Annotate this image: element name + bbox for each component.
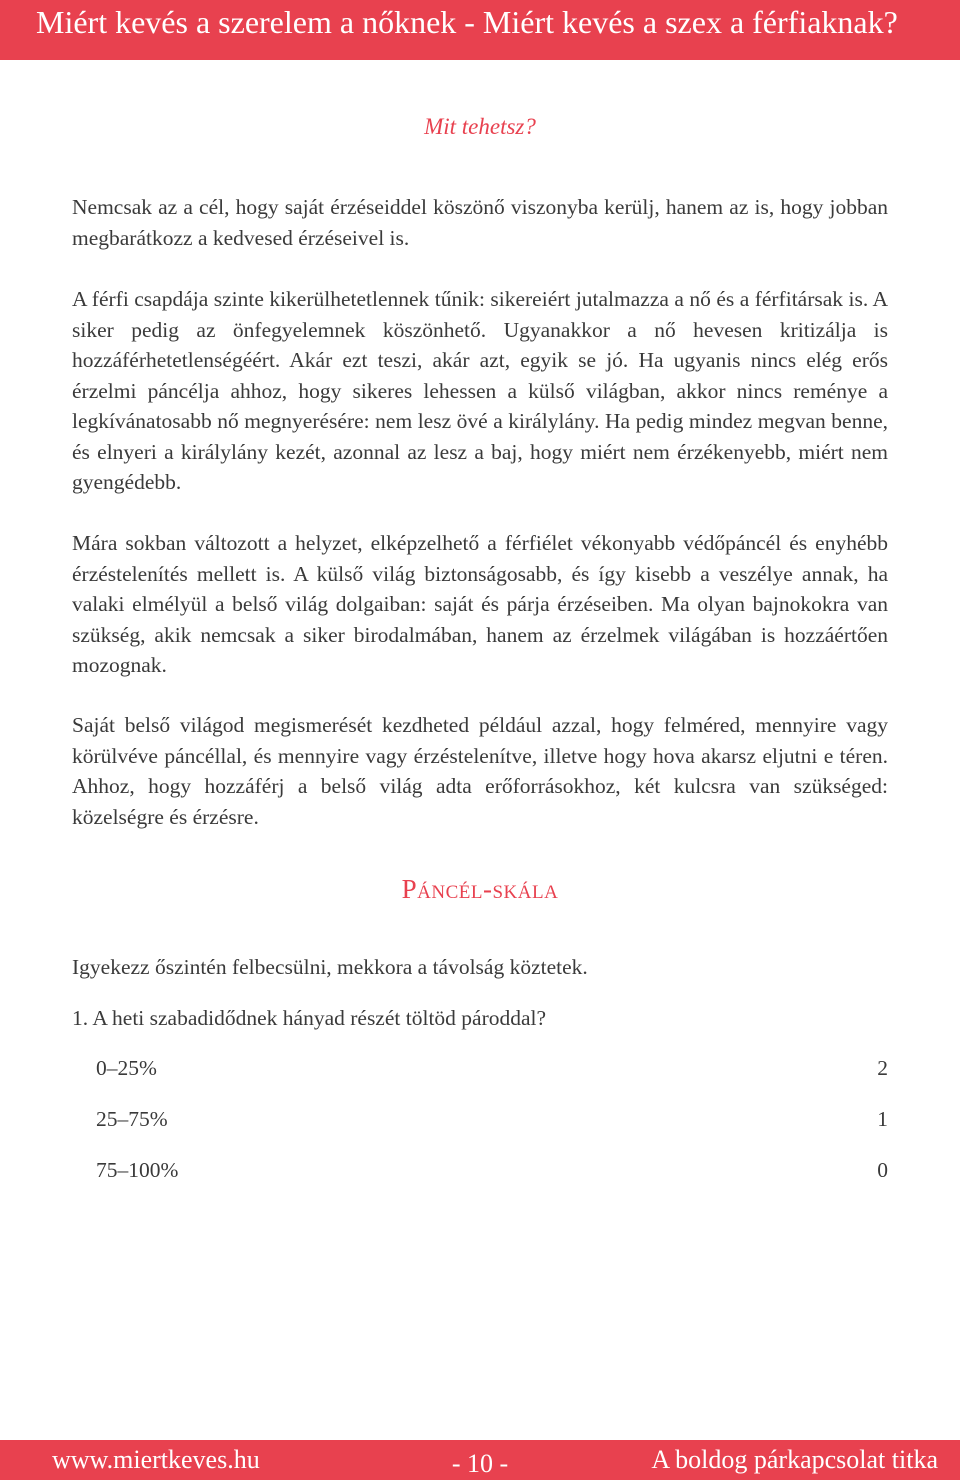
option-score: 0: [877, 1158, 888, 1182]
option-score: 1: [877, 1107, 888, 1131]
header-title: Miért kevés a szerelem a nőknek - Miért kevés a szex a férfiaknak?: [36, 4, 898, 40]
paragraph-3: Mára sokban változott a helyzet, elképzelhető a férfiélet vékonyabb védőpáncél és enyhébb érzéstelenítés mellett is. A külső világ biztonságosabb, és így kisebb a veszélye annak, ha valaki elmélyül a belső világ dolgaiban: saját és párja érzéseiben. Ma olyan bajnokokra van szükség, akik nemcsak a siker birodalmában, hanem az érzelmek világában is hozzáértően mozognak.: [72, 531, 888, 677]
page-number: - 10 -: [451, 1449, 509, 1478]
page-header: [0, 0, 960, 60]
option-label: 0–25%: [96, 1056, 157, 1080]
paragraph-1: Nemcsak az a cél, hogy saját érzéseiddel köszönő viszonyba kerülj, hanem az is, hogy jobban megbarátkozz a kedvesed érzéseivel is.: [72, 195, 888, 250]
option-label: 25–75%: [96, 1107, 168, 1131]
instruction-text: Igyekezz őszintén felbecsülni, mekkora a távolság köztetek.: [72, 955, 588, 979]
footer-book-title: A boldog párkapcsolat titka: [651, 1445, 938, 1474]
option-score: 2: [877, 1056, 888, 1080]
subheading: Mit tehetsz?: [424, 114, 536, 139]
footer-website-link[interactable]: www.miertkeves.hu: [52, 1445, 260, 1474]
section-title: Páncél-skála: [401, 874, 559, 904]
option-label: 75–100%: [96, 1158, 179, 1182]
question-1: 1. A heti szabadidődnek hányad részét töltöd pároddal?: [72, 1006, 547, 1030]
page-footer: [0, 1440, 960, 1480]
paragraph-4: Saját belső világod megismerését kezdheted például azzal, hogy felméred, mennyire vagy körülvéve páncéllal, és mennyire vagy érzéstelenítve, illetve hogy hova akarsz eljutni e téren. Ahhoz, hogy hozzáférj a belső világ adta erőforrásokhoz, két kulcsra van szükséged: közelségre és érzésre.: [72, 713, 888, 829]
paragraph-2: A férfi csapdája szinte kikerülhetetlennek tűnik: sikereiért jutalmazza a nő és a férfitársak is. A siker pedig az önfegyelemnek köszönhető. Ugyanakkor a nő hevesen kritizálja is hozzáférhetetlenségéért. Akár ezt teszi, akár azt, egyik se jó. Ha ugyanis nincs elég erős érzelmi páncélja ahhoz, hogy sikeres lehessen a külső világban, akkor nincs reménye a legkívánatosabb nő megnyerésére: nem lesz övé a királylány. Ha pedig mindez megvan benne, és elnyeri a királylány kezét, azonnal az lesz a baj, hogy miért nem érzékenyebb, miért nem gyengédebb.: [72, 287, 888, 494]
